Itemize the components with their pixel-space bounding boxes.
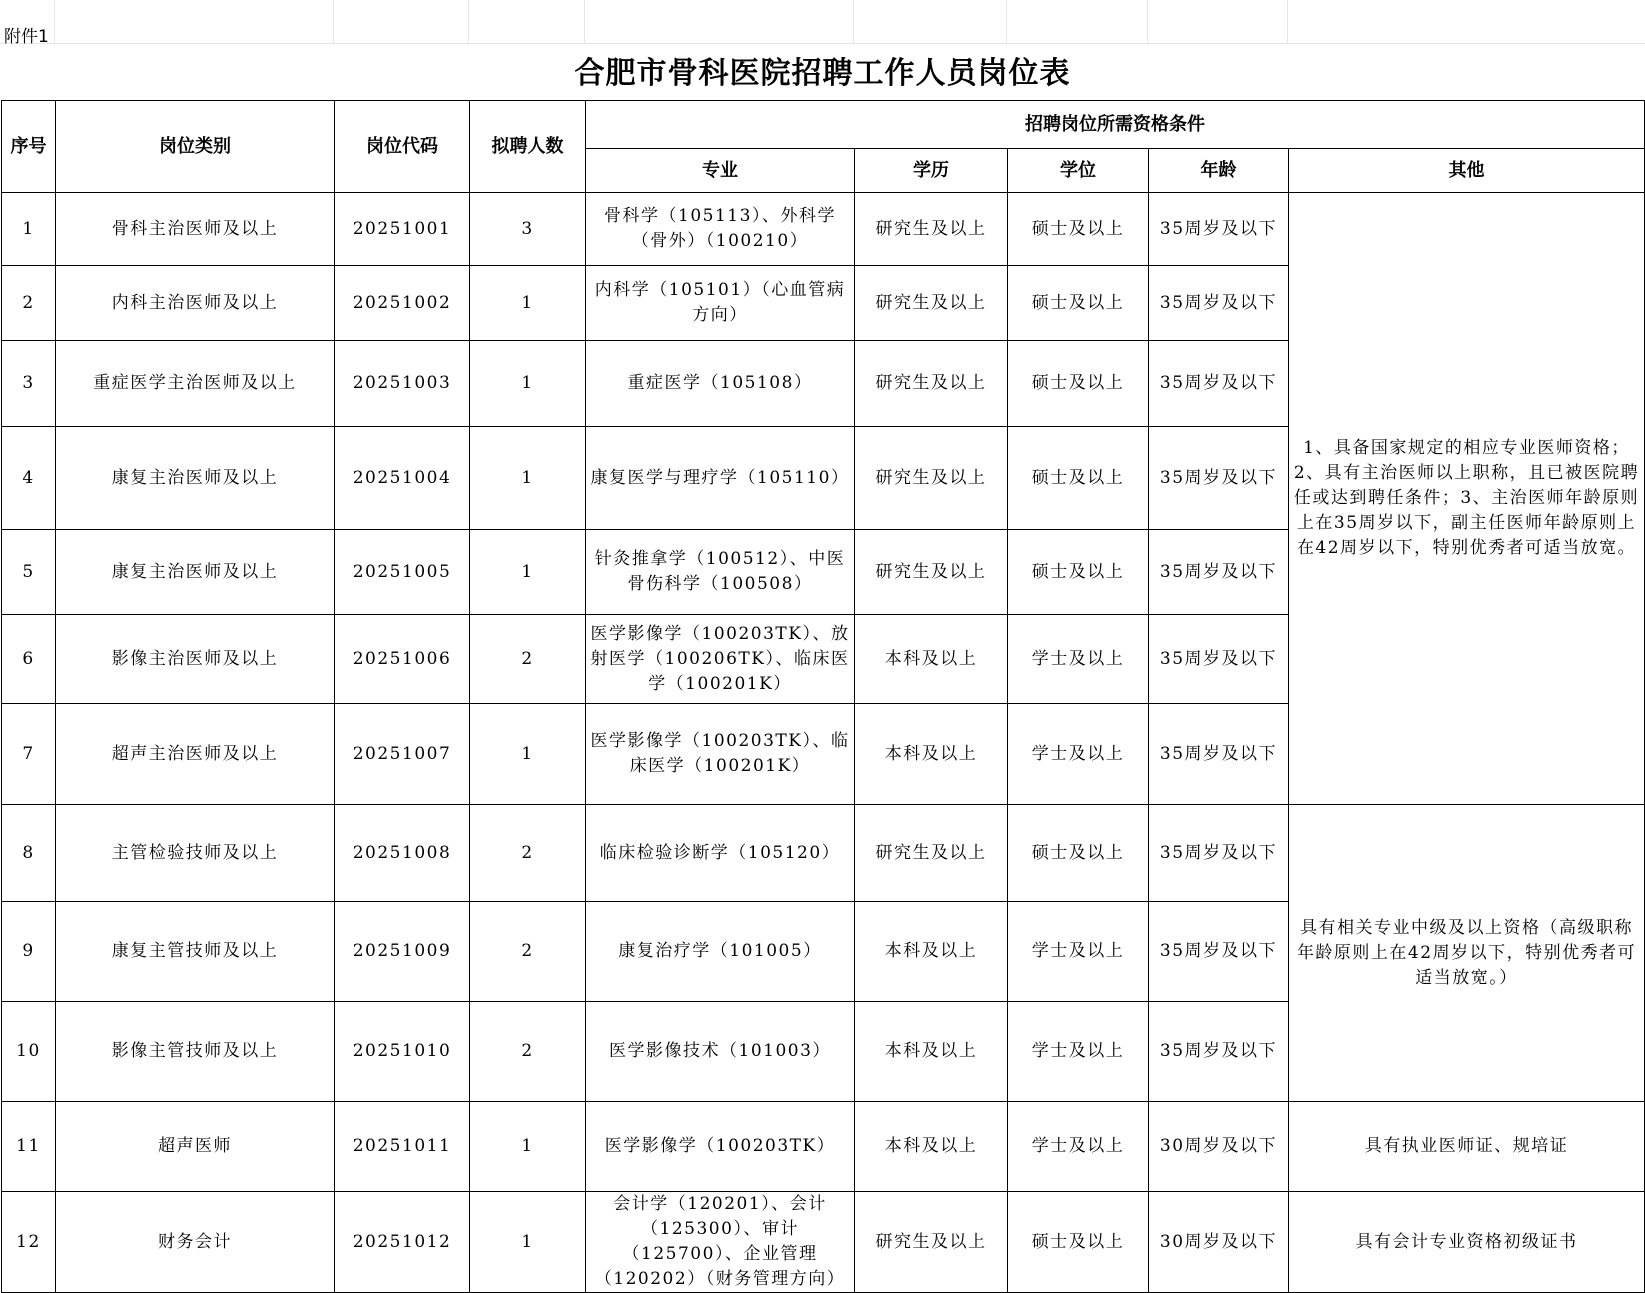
cell-category: 骨科主治医师及以上	[56, 193, 335, 266]
cell-major: 内科学（105101）（心血管病方向）	[586, 266, 855, 341]
cell-category: 康复主治医师及以上	[56, 530, 335, 615]
sheet-cell	[334, 0, 469, 44]
cell-count: 2	[470, 902, 586, 1002]
sheet-cell	[1007, 0, 1148, 44]
cell-other-physicians: 1、具备国家规定的相应专业医师资格；2、具有主治医师以上职称，且已被医院聘任或达到聘任条件；3、主治医师年龄原则上在35周岁以下，副主任医师年龄原则上在42周岁以下，特别优秀者可适当放宽。	[1289, 193, 1645, 805]
header-code: 岗位代码	[335, 101, 470, 193]
cell-category: 内科主治医师及以上	[56, 266, 335, 341]
cell-seq: 3	[2, 341, 56, 427]
cell-age: 35周岁及以下	[1149, 427, 1289, 530]
header-education: 学历	[855, 149, 1008, 193]
cell-seq: 7	[2, 704, 56, 805]
cell-degree: 硕士及以上	[1008, 427, 1149, 530]
cell-degree: 学士及以上	[1008, 902, 1149, 1002]
cell-count: 2	[470, 615, 586, 704]
cell-major: 医学影像技术（101003）	[586, 1002, 855, 1102]
cell-major: 会计学（120201）、会计（125300）、审计（125700）、企业管理（120202）（财务管理方向）	[586, 1192, 855, 1293]
cell-age: 35周岁及以下	[1149, 530, 1289, 615]
cell-code: 20251001	[335, 193, 470, 266]
sheet-cell	[854, 0, 1007, 44]
cell-education: 研究生及以上	[855, 530, 1008, 615]
cell-age: 35周岁及以下	[1149, 1002, 1289, 1102]
cell-category: 影像主管技师及以上	[56, 1002, 335, 1102]
table-row	[2, 805, 1645, 902]
cell-count: 1	[470, 266, 586, 341]
attachment-label: 附件1	[4, 27, 49, 47]
cell-seq: 9	[2, 902, 56, 1002]
cell-degree: 硕士及以上	[1008, 193, 1149, 266]
cell-seq: 12	[2, 1192, 56, 1293]
cell-seq: 4	[2, 427, 56, 530]
cell-seq: 10	[2, 1002, 56, 1102]
cell-category: 康复主管技师及以上	[56, 902, 335, 1002]
cell-education: 研究生及以上	[855, 193, 1008, 266]
table-row	[2, 1102, 1645, 1192]
cell-age: 35周岁及以下	[1149, 266, 1289, 341]
cell-category: 财务会计	[56, 1192, 335, 1293]
header-major: 专业	[586, 149, 855, 193]
cell-degree: 硕士及以上	[1008, 530, 1149, 615]
cell-seq: 11	[2, 1102, 56, 1192]
cell-other: 具有会计专业资格初级证书	[1289, 1192, 1645, 1293]
cell-category: 重症医学主治医师及以上	[56, 341, 335, 427]
cell-education: 研究生及以上	[855, 805, 1008, 902]
positions-table	[1, 100, 1645, 1293]
cell-education: 研究生及以上	[855, 427, 1008, 530]
cell-degree: 学士及以上	[1008, 1102, 1149, 1192]
cell-count: 1	[470, 1192, 586, 1293]
cell-age: 35周岁及以下	[1149, 704, 1289, 805]
cell-category: 主管检验技师及以上	[56, 805, 335, 902]
cell-age: 35周岁及以下	[1149, 805, 1289, 902]
cell-degree: 学士及以上	[1008, 615, 1149, 704]
table-row	[2, 193, 1645, 266]
cell-degree: 硕士及以上	[1008, 805, 1149, 902]
header-row	[2, 101, 1645, 149]
cell-age: 30周岁及以下	[1149, 1192, 1289, 1293]
sheet-cell	[585, 0, 854, 44]
cell-major: 医学影像学（100203TK）、临床医学（100201K）	[586, 704, 855, 805]
cell-category: 超声医师	[56, 1102, 335, 1192]
cell-major: 临床检验诊断学（105120）	[586, 805, 855, 902]
cell-count: 1	[470, 704, 586, 805]
cell-education: 本科及以上	[855, 1002, 1008, 1102]
cell-major: 康复医学与理疗学（105110）	[586, 427, 855, 530]
cell-major: 医学影像学（100203TK）	[586, 1102, 855, 1192]
cell-seq: 8	[2, 805, 56, 902]
cell-education: 本科及以上	[855, 615, 1008, 704]
cell-major: 医学影像学（100203TK）、放射医学（100206TK）、临床医学（100201K）	[586, 615, 855, 704]
header-count: 拟聘人数	[470, 101, 586, 193]
cell-code: 20251005	[335, 530, 470, 615]
cell-education: 本科及以上	[855, 1102, 1008, 1192]
cell-code: 20251002	[335, 266, 470, 341]
cell-education: 本科及以上	[855, 902, 1008, 1002]
cell-major: 重症医学（105108）	[586, 341, 855, 427]
header-requirements: 招聘岗位所需资格条件	[586, 101, 1645, 149]
cell-code: 20251006	[335, 615, 470, 704]
cell-seq: 2	[2, 266, 56, 341]
cell-degree: 学士及以上	[1008, 1002, 1149, 1102]
cell-age: 35周岁及以下	[1149, 341, 1289, 427]
cell-degree: 硕士及以上	[1008, 1192, 1149, 1293]
cell-count: 1	[470, 341, 586, 427]
cell-count: 3	[470, 193, 586, 266]
cell-major: 针灸推拿学（100512）、中医骨伤科学（100508）	[586, 530, 855, 615]
cell-degree: 学士及以上	[1008, 704, 1149, 805]
cell-code: 20251008	[335, 805, 470, 902]
cell-code: 20251011	[335, 1102, 470, 1192]
cell-major: 骨科学（105113）、外科学（骨外）（100210）	[586, 193, 855, 266]
header-other: 其他	[1289, 149, 1645, 193]
cell-code: 20251010	[335, 1002, 470, 1102]
cell-seq: 5	[2, 530, 56, 615]
cell-age: 35周岁及以下	[1149, 193, 1289, 266]
cell-seq: 6	[2, 615, 56, 704]
cell-seq: 1	[2, 193, 56, 266]
attachment-row	[0, 0, 1645, 47]
header-age: 年龄	[1149, 149, 1289, 193]
cell-code: 20251009	[335, 902, 470, 1002]
cell-degree: 硕士及以上	[1008, 341, 1149, 427]
cell-count: 1	[470, 1102, 586, 1192]
cell-category: 康复主治医师及以上	[56, 427, 335, 530]
cell-education: 研究生及以上	[855, 1192, 1008, 1293]
sheet-cell	[469, 0, 585, 44]
cell-major: 康复治疗学（101005）	[586, 902, 855, 1002]
cell-education: 研究生及以上	[855, 266, 1008, 341]
cell-age: 30周岁及以下	[1149, 1102, 1289, 1192]
cell-degree: 硕士及以上	[1008, 266, 1149, 341]
cell-category: 影像主治医师及以上	[56, 615, 335, 704]
sheet-cell	[1148, 0, 1288, 44]
cell-age: 35周岁及以下	[1149, 615, 1289, 704]
sheet-cell	[55, 0, 334, 44]
cell-count: 2	[470, 805, 586, 902]
cell-education: 本科及以上	[855, 704, 1008, 805]
cell-count: 1	[470, 530, 586, 615]
header-category: 岗位类别	[56, 101, 335, 193]
cell-code: 20251003	[335, 341, 470, 427]
page-title: 合肥市骨科医院招聘工作人员岗位表	[574, 56, 1071, 91]
cell-education: 研究生及以上	[855, 341, 1008, 427]
cell-other-technicians: 具有相关专业中级及以上资格（高级职称年龄原则上在42周岁以下，特别优秀者可适当放宽。）	[1289, 805, 1645, 1102]
cell-count: 1	[470, 427, 586, 530]
table-row	[2, 1192, 1645, 1293]
cell-age: 35周岁及以下	[1149, 902, 1289, 1002]
header-degree: 学位	[1008, 149, 1149, 193]
cell-category: 超声主治医师及以上	[56, 704, 335, 805]
cell-count: 2	[470, 1002, 586, 1102]
cell-code: 20251007	[335, 704, 470, 805]
header-seq: 序号	[2, 101, 56, 193]
cell-other: 具有执业医师证、规培证	[1289, 1102, 1645, 1192]
cell-code: 20251004	[335, 427, 470, 530]
cell-code: 20251012	[335, 1192, 470, 1293]
